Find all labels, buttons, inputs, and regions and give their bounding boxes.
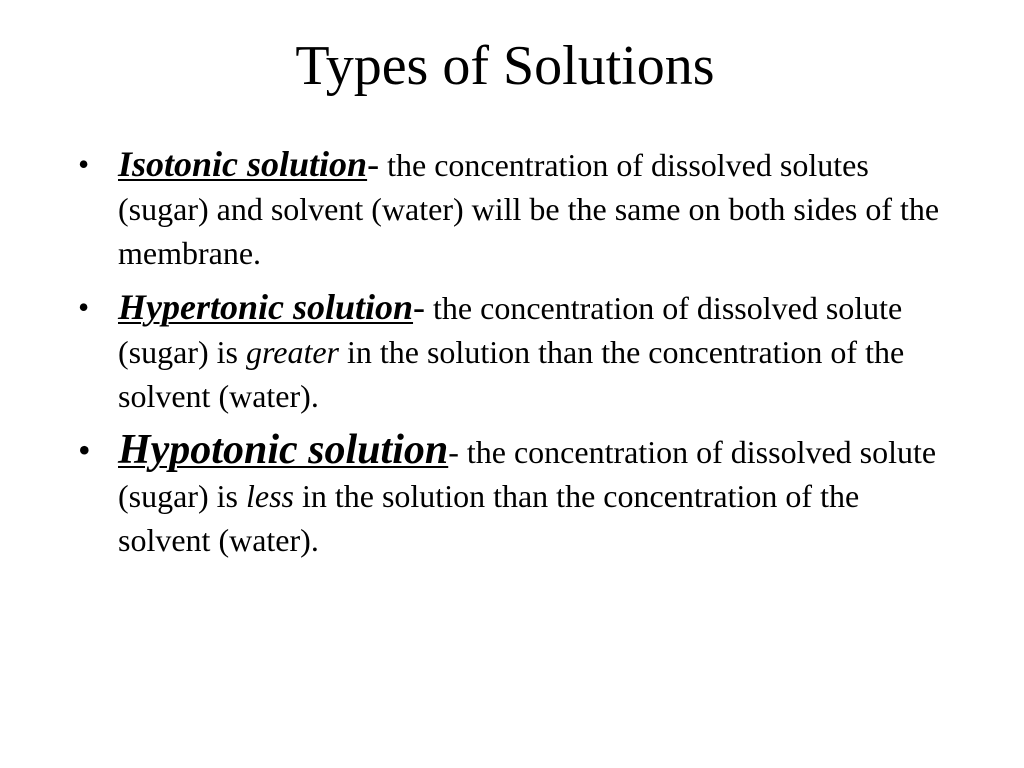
definition-text-after: in the solution than the concentration of the solvent (water). <box>118 478 860 558</box>
term-hypertonic: Hypertonic solution <box>118 287 414 327</box>
definition-text-before: the concentration of dissolved solute (sugar) is <box>118 290 903 370</box>
bullet-item-hypertonic <box>78 285 958 418</box>
definition-text-after: in the solution than the concentration of the solvent (water). <box>118 334 905 414</box>
bullet-item-hypotonic <box>78 428 958 562</box>
definition-emphasis: greater <box>245 334 339 370</box>
term-isotonic: Isotonic solution <box>118 144 368 184</box>
term-separator: - <box>367 144 380 184</box>
bullet-list <box>78 142 958 562</box>
bullet-marker: • <box>78 289 90 325</box>
definition-text-before: the concentration of dissolved solute (sugar) is <box>118 434 937 514</box>
bullet-marker: • <box>78 146 90 182</box>
term-hypotonic: Hypotonic solution <box>118 427 449 473</box>
slide-title: Types of Solutions <box>295 35 715 97</box>
definition-emphasis: less <box>245 478 294 514</box>
definition-text: the concentration of dissolved solutes (sugar) and solvent (water) will be the same on both sides of the membrane. <box>118 147 940 271</box>
bullet-marker: • <box>78 430 91 470</box>
bullet-item-isotonic <box>78 142 958 275</box>
term-separator: - <box>413 287 426 327</box>
term-separator: - <box>448 434 459 470</box>
